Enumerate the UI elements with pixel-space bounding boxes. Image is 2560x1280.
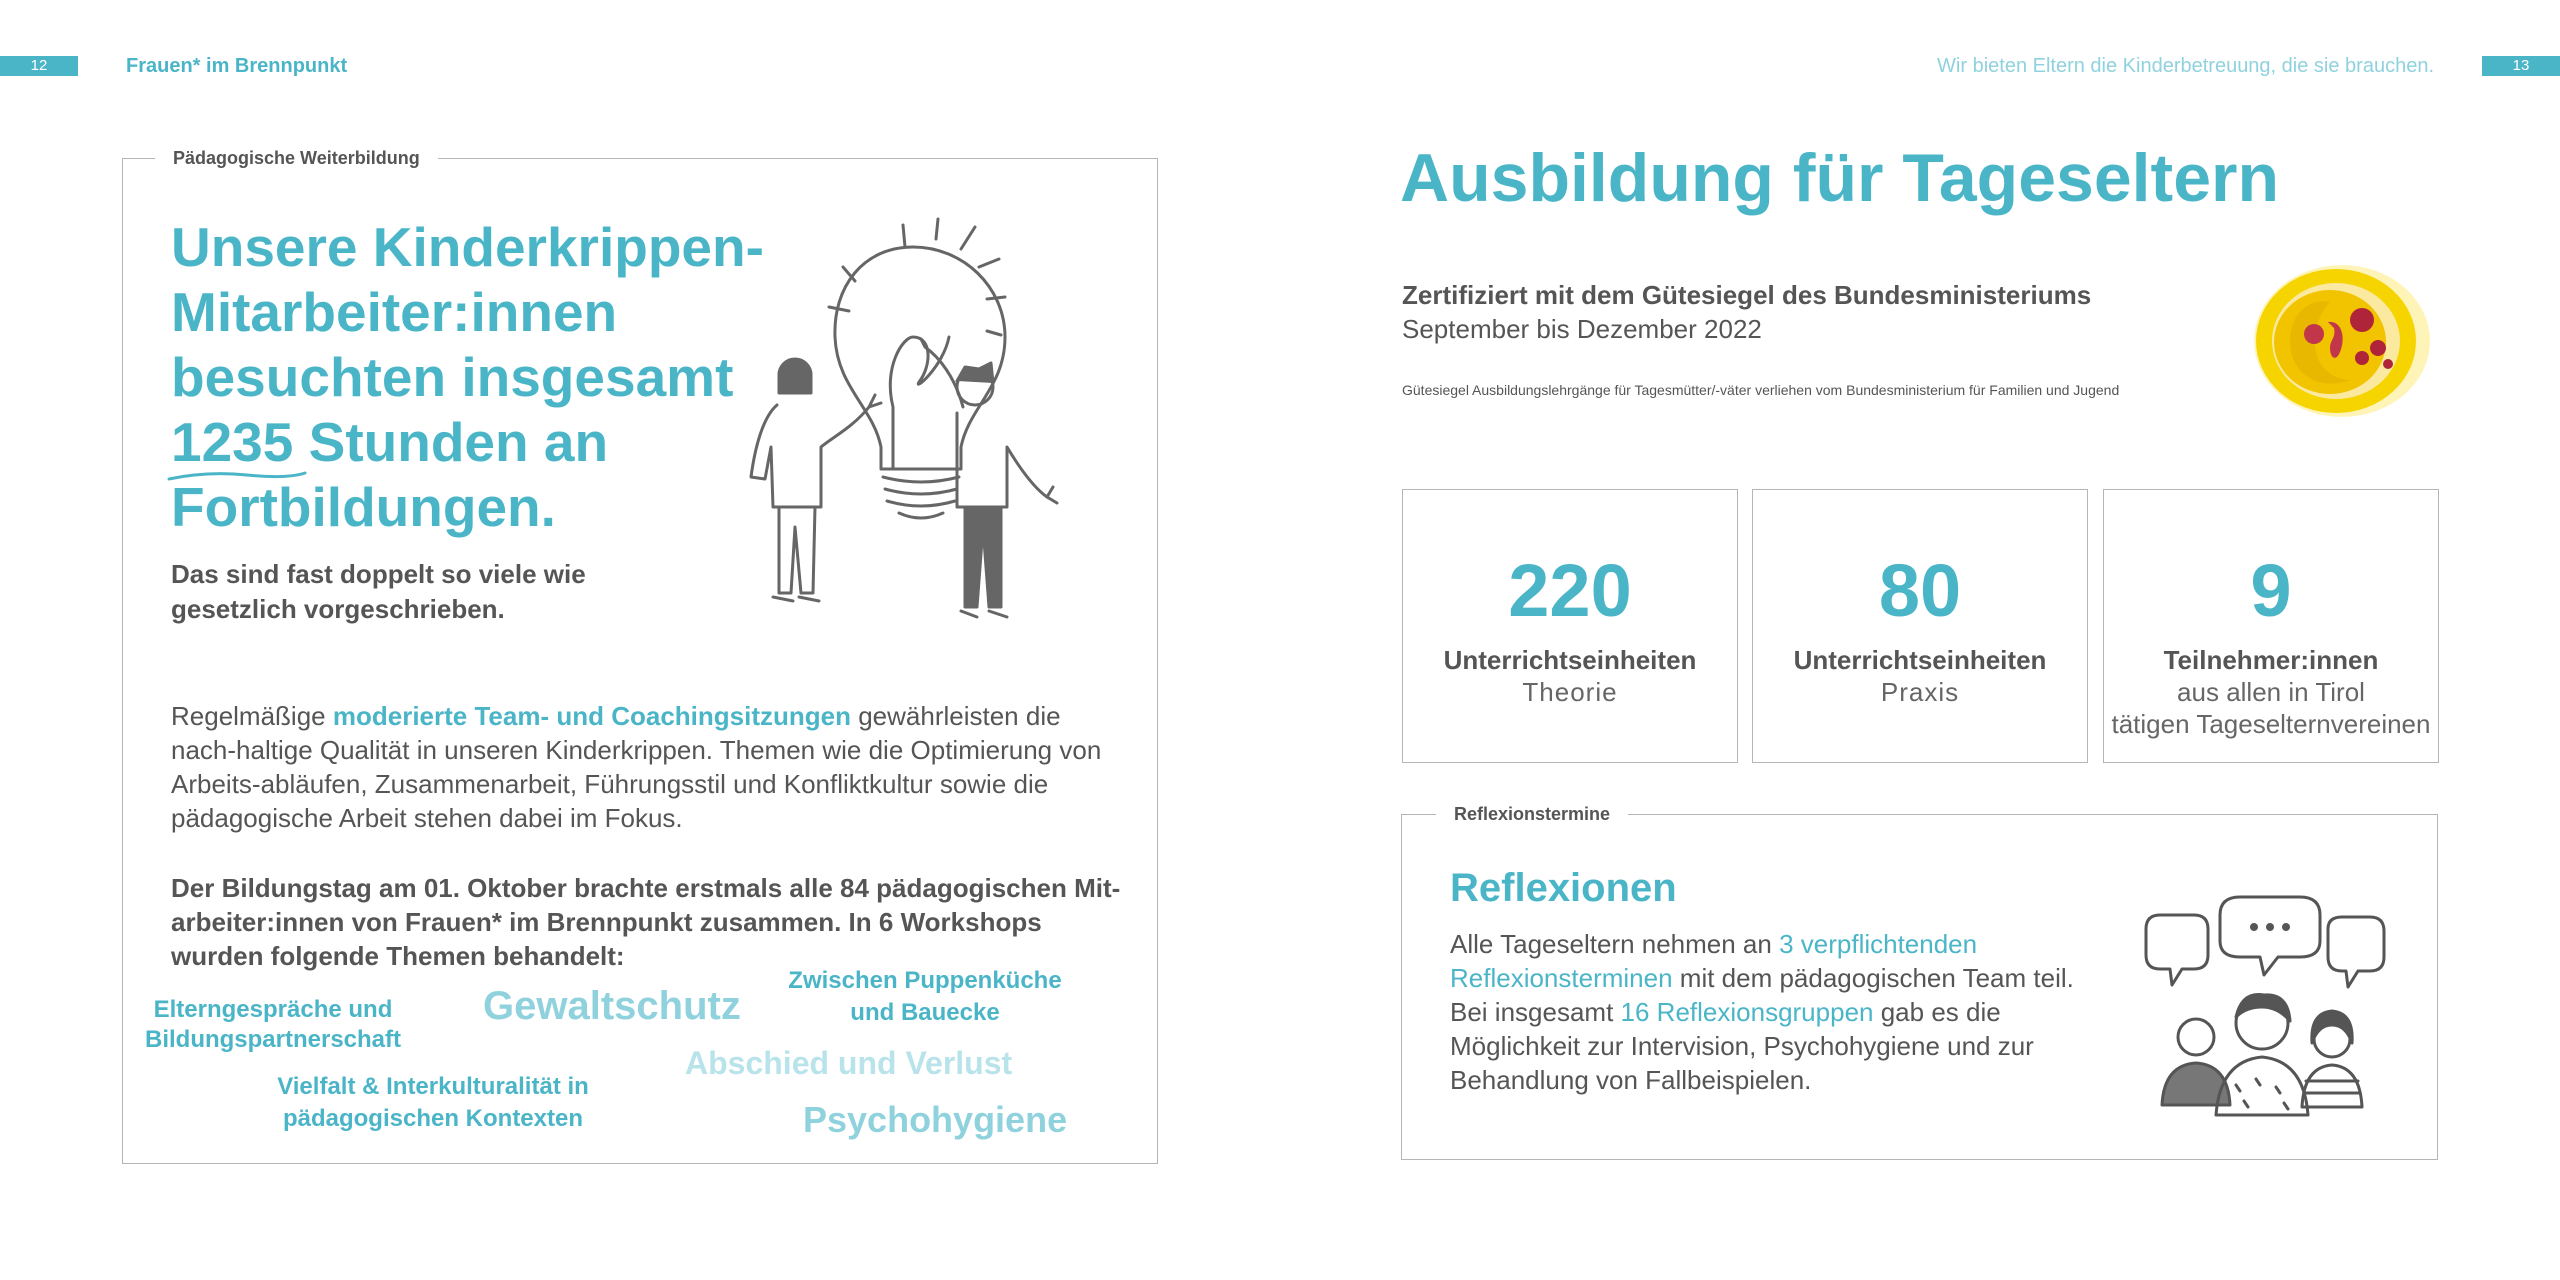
highlight-coaching: moderierte Team- und Coachingsitzungen bbox=[332, 701, 851, 731]
topic-psychohygiene: Psychohygiene bbox=[803, 1099, 1068, 1140]
topic-gewaltschutz: Gewaltschutz bbox=[483, 984, 741, 1028]
certification-title: Zertifiziert mit dem Gütesiegel des Bundesministeriums bbox=[1402, 280, 2092, 310]
stat-label: Unterrichtseinheiten bbox=[1793, 645, 2047, 675]
lightbulb-people-illustration bbox=[743, 207, 1163, 667]
paragraph-coaching: Regelmäßige moderierte Team- und Coachingsitzungen gewährleisten die nach-haltige Qualität in unseren Kinderkrippen. Themen wie die Optimierung von Arbeits-abläufen, Zusammenarbeit, Führungsstil und Konfliktkultur sowie die pädagogische Arbeit stehen dabei im Fokus. bbox=[171, 701, 1102, 833]
stat-label: Unterrichtseinheiten bbox=[1443, 645, 1697, 675]
highlight-sessions: 3 verpflichtenden Reflexionsterminen bbox=[1450, 929, 1978, 993]
topic-abschied: Abschied und Verlust bbox=[685, 1045, 1013, 1081]
section-label: Pädagogische Weiterbildung bbox=[155, 146, 438, 170]
stat-card-theory bbox=[1402, 489, 1738, 763]
quality-seal-logo bbox=[2250, 262, 2432, 420]
running-header-left: Frauen* im Brennpunkt bbox=[126, 55, 348, 77]
stat-label: Teilnehmer:innen bbox=[2163, 645, 2379, 675]
stat-value: 80 bbox=[1878, 549, 1962, 632]
running-header-right: Wir bieten Eltern die Kinderbetreuung, die sie brauchen. bbox=[1937, 55, 2434, 77]
reflection-section bbox=[1401, 804, 2438, 1160]
highlight-groups: 16 Reflexionsgruppen bbox=[1620, 997, 1874, 1027]
topic-vielfalt: Vielfalt & Interkulturalität in pädagogischen Kontexten bbox=[277, 1073, 589, 1132]
discussion-group-illustration bbox=[2132, 895, 2392, 1125]
paragraph-bildungstag: Der Bildungstag am 01. Oktober brachte erstmals alle 84 pädagogischen Mit-arbeiter:innen von Frauen* im Brennpunkt zusammen. In 6 Workshops wurden folgende Themen behandelt: bbox=[171, 873, 1121, 971]
stat-card-practice bbox=[1752, 489, 2088, 763]
page-headline: Unsere Kinderkrippen- Mitarbeiter:innen besuchten insgesamt 1235 Stunden an Fortbildungen. bbox=[171, 215, 831, 540]
page-number-left: 12 bbox=[0, 56, 78, 76]
stat-value: 220 bbox=[1508, 549, 1632, 632]
stat-sub-2: tätigen Tageselternvereinen bbox=[2111, 709, 2431, 739]
topic-puppenkueche: Zwischen Puppenküche und Bauecke bbox=[788, 967, 1062, 1026]
stat-sub: aus allen in Tirol bbox=[2177, 677, 2365, 707]
certification-note: Gütesiegel Ausbildungslehrgänge für Tagesmütter/-väter verliehen vom Bundesministerium für Familien und Jugend bbox=[1402, 382, 2120, 398]
reflection-title: Reflexionen bbox=[1450, 866, 1677, 910]
stat-value: 9 bbox=[2250, 549, 2292, 632]
page-title: Ausbildung für Tageseltern bbox=[1400, 140, 2280, 216]
section-label: Reflexionstermine bbox=[1436, 802, 1628, 826]
certification-date: September bis Dezember 2022 bbox=[1402, 314, 1762, 344]
underline-swash bbox=[167, 469, 307, 483]
hours-number: 1235 bbox=[171, 411, 294, 473]
stat-sub: Theorie bbox=[1522, 677, 1618, 707]
topic-elterngespraeche: Elterngespräche und Bildungspartnerschaft bbox=[144, 996, 402, 1053]
stat-card-participants bbox=[2103, 489, 2439, 763]
subline: Das sind fast doppelt so viele wie gesetzlich vorgeschrieben. bbox=[171, 559, 586, 624]
reflection-text: Alle Tageseltern nehmen an 3 verpflichtenden Reflexionsterminen mit dem pädagogischen Team teil. Bei insgesamt 16 Reflexionsgruppen gab es die Möglichkeit zur Intervision, Psychohygiene und zur Behandlung von Fallbeispielen. bbox=[1450, 929, 2074, 1095]
stat-sub: Praxis bbox=[1880, 677, 1960, 707]
page-number-right: 13 bbox=[2482, 56, 2560, 76]
training-section bbox=[122, 148, 1158, 1164]
